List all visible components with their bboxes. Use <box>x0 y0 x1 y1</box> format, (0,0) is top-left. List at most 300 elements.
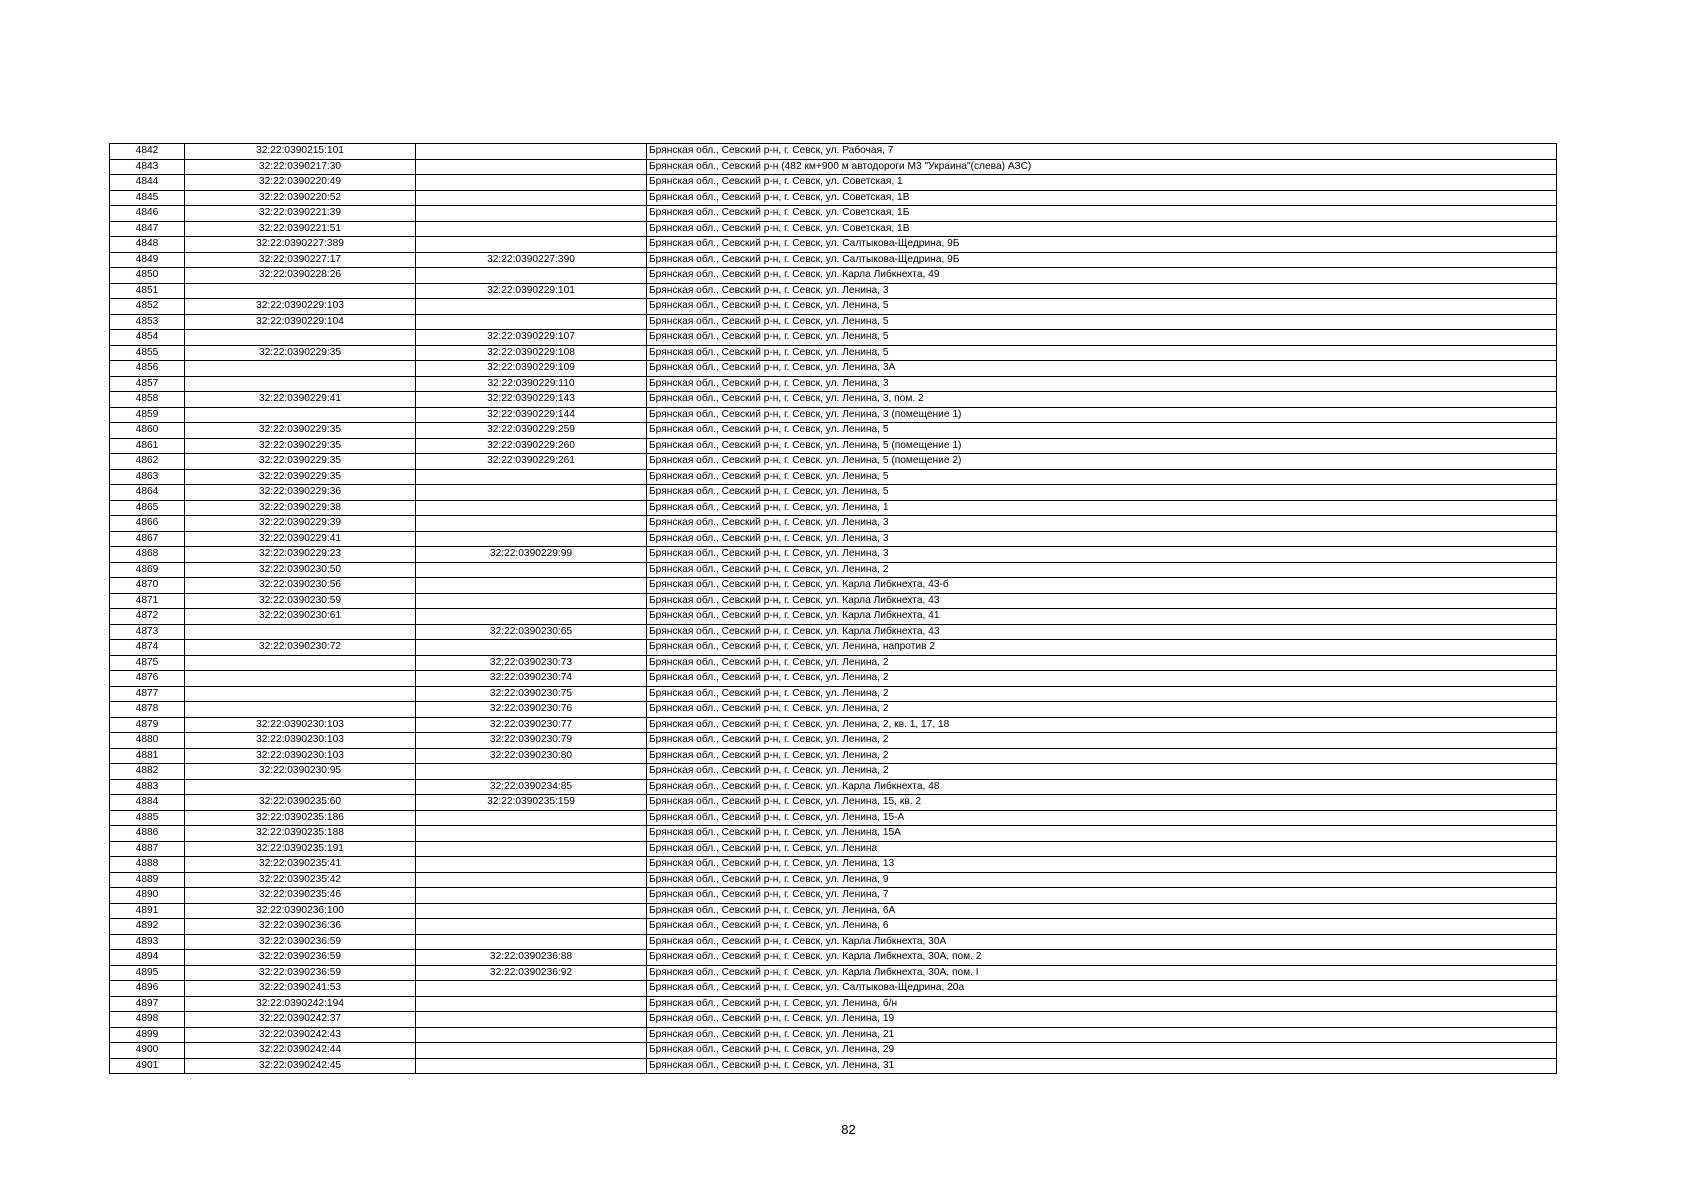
related-cadastral-number-cell: 32:22:0390229:108 <box>416 345 647 361</box>
related-cadastral-number-cell <box>416 593 647 609</box>
related-cadastral-number-cell <box>416 996 647 1012</box>
related-cadastral-number-cell <box>416 810 647 826</box>
cadastral-number-cell: 32:22:0390235:42 <box>185 872 416 888</box>
address-cell: Брянская обл., Севский р-н, г. Севск, ул. Ленина, 5 <box>647 423 1557 439</box>
cadastral-number-cell: 32:22:0390230:59 <box>185 593 416 609</box>
cadastral-number-cell: 32:22:0390235:186 <box>185 810 416 826</box>
cadastral-number-cell: 32:22:0390229:103 <box>185 299 416 315</box>
address-cell: Брянская обл., Севский р-н, г. Севск, ул. Ленина <box>647 841 1557 857</box>
row-number-cell: 4878 <box>110 702 185 718</box>
related-cadastral-number-cell: 32:22:0390229:110 <box>416 376 647 392</box>
table-body <box>110 144 1557 1074</box>
address-cell: Брянская обл., Севский р-н, г. Севск, ул. Советская, 1 <box>647 175 1557 191</box>
row-number-cell: 4889 <box>110 872 185 888</box>
row-number-cell: 4877 <box>110 686 185 702</box>
table-row <box>110 299 1557 315</box>
address-cell: Брянская обл., Севский р-н, г. Севск, ул. Карла Либкнехта, 30А, пом. I <box>647 965 1557 981</box>
related-cadastral-number-cell: 32:22:0390230:65 <box>416 624 647 640</box>
table-row <box>110 764 1557 780</box>
table-row <box>110 175 1557 191</box>
address-cell: Брянская обл., Севский р-н, г. Севск, ул. Ленина, 2 <box>647 671 1557 687</box>
cadastral-number-cell: 32:22:0390230:95 <box>185 764 416 780</box>
table-row <box>110 500 1557 516</box>
cadastral-number-cell: 32:22:0390229:41 <box>185 392 416 408</box>
related-cadastral-number-cell <box>416 981 647 997</box>
table-row <box>110 221 1557 237</box>
row-number-cell: 4886 <box>110 826 185 842</box>
row-number-cell: 4872 <box>110 609 185 625</box>
table-row <box>110 810 1557 826</box>
table-row <box>110 1058 1557 1074</box>
address-cell: Брянская обл., Севский р-н, г. Севск, ул. Советская, 1В <box>647 221 1557 237</box>
related-cadastral-number-cell <box>416 857 647 873</box>
table-row <box>110 934 1557 950</box>
row-number-cell: 4852 <box>110 299 185 315</box>
related-cadastral-number-cell: 32:22:0390227:390 <box>416 252 647 268</box>
related-cadastral-number-cell: 32:22:0390229:261 <box>416 454 647 470</box>
related-cadastral-number-cell <box>416 190 647 206</box>
related-cadastral-number-cell: 32:22:0390229:109 <box>416 361 647 377</box>
table-row <box>110 454 1557 470</box>
row-number-cell: 4871 <box>110 593 185 609</box>
table-row <box>110 717 1557 733</box>
related-cadastral-number-cell <box>416 469 647 485</box>
table-row <box>110 314 1557 330</box>
related-cadastral-number-cell <box>416 609 647 625</box>
related-cadastral-number-cell <box>416 1012 647 1028</box>
row-number-cell: 4855 <box>110 345 185 361</box>
cadastral-number-cell: 32:22:0390229:35 <box>185 469 416 485</box>
address-cell: Брянская обл., Севский р-н, г. Севск, ул. Ленина, 31 <box>647 1058 1557 1074</box>
row-number-cell: 4895 <box>110 965 185 981</box>
address-cell: Брянская обл., Севский р-н, г. Севск, ул. Ленина, 3 (помещение 1) <box>647 407 1557 423</box>
related-cadastral-number-cell: 32:22:0390230:74 <box>416 671 647 687</box>
table-row <box>110 206 1557 222</box>
address-cell: Брянская обл., Севский р-н, г. Севск, ул. Ленина, 15-А <box>647 810 1557 826</box>
table-row <box>110 376 1557 392</box>
table-row <box>110 950 1557 966</box>
row-number-cell: 4898 <box>110 1012 185 1028</box>
address-cell: Брянская обл., Севский р-н, г. Севск, ул. Карла Либкнехта, 30А <box>647 934 1557 950</box>
related-cadastral-number-cell <box>416 919 647 935</box>
table-row <box>110 283 1557 299</box>
related-cadastral-number-cell <box>416 206 647 222</box>
address-cell: Брянская обл., Севский р-н, г. Севск, ул. Ленина, 5 <box>647 314 1557 330</box>
table-row <box>110 252 1557 268</box>
address-cell: Брянская обл., Севский р-н, г. Севск, ул. Ленина, 2, кв. 1, 17, 18 <box>647 717 1557 733</box>
cadastral-number-cell: 32:22:0390230:72 <box>185 640 416 656</box>
related-cadastral-number-cell <box>416 888 647 904</box>
row-number-cell: 4846 <box>110 206 185 222</box>
row-number-cell: 4842 <box>110 144 185 160</box>
row-number-cell: 4896 <box>110 981 185 997</box>
cadastral-table <box>109 143 1557 1074</box>
related-cadastral-number-cell <box>416 237 647 253</box>
cadastral-number-cell: 32:22:0390235:60 <box>185 795 416 811</box>
address-cell: Брянская обл., Севский р-н, г. Севск, ул. Ленина, 5 <box>647 330 1557 346</box>
related-cadastral-number-cell <box>416 1043 647 1059</box>
address-cell: Брянская обл., Севский р-н, г. Севск, ул. Ленина, 29 <box>647 1043 1557 1059</box>
cadastral-number-cell: 32:22:0390242:194 <box>185 996 416 1012</box>
table-row <box>110 361 1557 377</box>
row-number-cell: 4865 <box>110 500 185 516</box>
cadastral-number-cell <box>185 702 416 718</box>
table-row <box>110 547 1557 563</box>
row-number-cell: 4844 <box>110 175 185 191</box>
cadastral-number-cell: 32:22:0390230:50 <box>185 562 416 578</box>
row-number-cell: 4861 <box>110 438 185 454</box>
cadastral-number-cell: 32:22:0390229:35 <box>185 423 416 439</box>
related-cadastral-number-cell <box>416 221 647 237</box>
address-cell: Брянская обл., Севский р-н, г. Севск, ул. Советская, 1Б <box>647 206 1557 222</box>
address-cell: Брянская обл., Севский р-н, г. Севск, ул. Ленина, 15, кв. 2 <box>647 795 1557 811</box>
row-number-cell: 4893 <box>110 934 185 950</box>
related-cadastral-number-cell: 32:22:0390230:76 <box>416 702 647 718</box>
row-number-cell: 4881 <box>110 748 185 764</box>
cadastral-number-cell: 32:22:0390242:45 <box>185 1058 416 1074</box>
row-number-cell: 4848 <box>110 237 185 253</box>
cadastral-number-cell <box>185 671 416 687</box>
address-cell: Брянская обл., Севский р-н, г. Севск, ул. Советская, 1В <box>647 190 1557 206</box>
cadastral-number-cell: 32:22:0390228:26 <box>185 268 416 284</box>
row-number-cell: 4867 <box>110 531 185 547</box>
table-row <box>110 965 1557 981</box>
cadastral-number-cell <box>185 407 416 423</box>
row-number-cell: 4873 <box>110 624 185 640</box>
table-row <box>110 609 1557 625</box>
row-number-cell: 4888 <box>110 857 185 873</box>
table-row <box>110 857 1557 873</box>
cadastral-number-cell: 32:22:0390229:23 <box>185 547 416 563</box>
related-cadastral-number-cell: 32:22:0390235:159 <box>416 795 647 811</box>
address-cell: Брянская обл., Севский р-н, г. Севск, ул. Ленина, 3, пом. 2 <box>647 392 1557 408</box>
table-row <box>110 779 1557 795</box>
row-number-cell: 4894 <box>110 950 185 966</box>
address-cell: Брянская обл., Севский р-н, г. Севск, ул. Карла Либкнехта, 43 <box>647 593 1557 609</box>
table-row <box>110 640 1557 656</box>
address-cell: Брянская обл., Севский р-н, г. Севск, ул. Ленина, 5 <box>647 345 1557 361</box>
cadastral-number-cell: 32:22:0390227:17 <box>185 252 416 268</box>
cadastral-number-cell <box>185 686 416 702</box>
address-cell: Брянская обл., Севский р-н, г. Севск, ул. Ленина, 2 <box>647 702 1557 718</box>
related-cadastral-number-cell: 32:22:0390229:260 <box>416 438 647 454</box>
address-cell: Брянская обл., Севский р-н, г. Севск, ул. Ленина, 3 <box>647 547 1557 563</box>
related-cadastral-number-cell: 32:22:0390229:107 <box>416 330 647 346</box>
table-row <box>110 733 1557 749</box>
address-cell: Брянская обл., Севский р-н, г. Севск, ул. Ленина, 6А <box>647 903 1557 919</box>
cadastral-number-cell: 32:22:0390242:44 <box>185 1043 416 1059</box>
address-cell: Брянская обл., Севский р-н, г. Севск, ул. Ленина, 5 <box>647 469 1557 485</box>
cadastral-number-cell <box>185 283 416 299</box>
address-cell: Брянская обл., Севский р-н, г. Севск, ул. Рабочая, 7 <box>647 144 1557 160</box>
row-number-cell: 4849 <box>110 252 185 268</box>
related-cadastral-number-cell <box>416 485 647 501</box>
table-row <box>110 1027 1557 1043</box>
cadastral-number-cell: 32:22:0390220:52 <box>185 190 416 206</box>
cadastral-number-cell: 32:22:0390229:104 <box>185 314 416 330</box>
row-number-cell: 4901 <box>110 1058 185 1074</box>
address-cell: Брянская обл., Севский р-н, г. Севск, ул. Карла Либкнехта, 43-б <box>647 578 1557 594</box>
table-row <box>110 485 1557 501</box>
row-number-cell: 4875 <box>110 655 185 671</box>
table-row <box>110 748 1557 764</box>
table-row <box>110 268 1557 284</box>
cadastral-number-cell: 32:22:0390229:35 <box>185 454 416 470</box>
related-cadastral-number-cell: 32:22:0390230:75 <box>416 686 647 702</box>
address-cell: Брянская обл., Севский р-н, г. Севск, ул. Салтыкова-Щедрина, 9Б <box>647 252 1557 268</box>
related-cadastral-number-cell <box>416 159 647 175</box>
row-number-cell: 4900 <box>110 1043 185 1059</box>
cadastral-number-cell <box>185 376 416 392</box>
table-row <box>110 919 1557 935</box>
related-cadastral-number-cell <box>416 314 647 330</box>
related-cadastral-number-cell: 32:22:0390229:99 <box>416 547 647 563</box>
cadastral-number-cell: 32:22:0390242:43 <box>185 1027 416 1043</box>
table-row <box>110 593 1557 609</box>
cadastral-number-cell <box>185 361 416 377</box>
address-cell: Брянская обл., Севский р-н, г. Севск, ул. Ленина, 21 <box>647 1027 1557 1043</box>
cadastral-number-cell: 32:22:0390229:35 <box>185 438 416 454</box>
address-cell: Брянская обл., Севский р-н, г. Севск, ул. Ленина, 2 <box>647 562 1557 578</box>
cadastral-number-cell: 32:22:0390229:41 <box>185 531 416 547</box>
cadastral-number-cell <box>185 655 416 671</box>
related-cadastral-number-cell <box>416 578 647 594</box>
table-row <box>110 624 1557 640</box>
table-row <box>110 237 1557 253</box>
row-number-cell: 4850 <box>110 268 185 284</box>
table-row <box>110 996 1557 1012</box>
row-number-cell: 4879 <box>110 717 185 733</box>
address-cell: Брянская обл., Севский р-н, г. Севск, ул. Ленина, напротив 2 <box>647 640 1557 656</box>
cadastral-number-cell: 32:22:0390230:61 <box>185 609 416 625</box>
row-number-cell: 4860 <box>110 423 185 439</box>
cadastral-number-cell: 32:22:0390220:49 <box>185 175 416 191</box>
address-cell: Брянская обл., Севский р-н, г. Севск, ул. Ленина, 19 <box>647 1012 1557 1028</box>
table-row <box>110 981 1557 997</box>
row-number-cell: 4863 <box>110 469 185 485</box>
cadastral-number-cell: 32:22:0390217:30 <box>185 159 416 175</box>
cadastral-number-cell: 32:22:0390235:46 <box>185 888 416 904</box>
related-cadastral-number-cell: 32:22:0390229:259 <box>416 423 647 439</box>
table-row <box>110 469 1557 485</box>
address-cell: Брянская обл., Севский р-н, г. Севск, ул. Ленина, 2 <box>647 748 1557 764</box>
table-row <box>110 826 1557 842</box>
related-cadastral-number-cell: 32:22:0390230:73 <box>416 655 647 671</box>
cadastral-number-cell: 32:22:0390235:188 <box>185 826 416 842</box>
table-row <box>110 1012 1557 1028</box>
related-cadastral-number-cell <box>416 1027 647 1043</box>
row-number-cell: 4890 <box>110 888 185 904</box>
row-number-cell: 4882 <box>110 764 185 780</box>
row-number-cell: 4866 <box>110 516 185 532</box>
address-cell: Брянская обл., Севский р-н, г. Севск, ул. Карла Либкнехта, 49 <box>647 268 1557 284</box>
table-row <box>110 1043 1557 1059</box>
address-cell: Брянская обл., Севский р-н, г. Севск, ул. Ленина, 9 <box>647 872 1557 888</box>
table-row <box>110 423 1557 439</box>
table-row <box>110 795 1557 811</box>
table-row <box>110 531 1557 547</box>
related-cadastral-number-cell <box>416 934 647 950</box>
table-row <box>110 159 1557 175</box>
row-number-cell: 4868 <box>110 547 185 563</box>
cadastral-number-cell: 32:22:0390230:56 <box>185 578 416 594</box>
address-cell: Брянская обл., Севский р-н, г. Севск, ул. Карла Либкнехта, 48 <box>647 779 1557 795</box>
page-number: 82 <box>841 1122 856 1137</box>
cadastral-number-cell: 32:22:0390236:59 <box>185 950 416 966</box>
related-cadastral-number-cell <box>416 500 647 516</box>
cadastral-number-cell: 32:22:0390236:36 <box>185 919 416 935</box>
cadastral-number-cell: 32:22:0390229:36 <box>185 485 416 501</box>
cadastral-number-cell: 32:22:0390235:41 <box>185 857 416 873</box>
cadastral-number-cell <box>185 624 416 640</box>
row-number-cell: 4892 <box>110 919 185 935</box>
address-cell: Брянская обл., Севский р-н, г. Севск, ул. Ленина, 15А <box>647 826 1557 842</box>
table-row <box>110 392 1557 408</box>
cadastral-number-cell: 32:22:0390221:51 <box>185 221 416 237</box>
address-cell: Брянская обл., Севский р-н, г. Севск, ул. Ленина, 2 <box>647 686 1557 702</box>
row-number-cell: 4887 <box>110 841 185 857</box>
table-row <box>110 903 1557 919</box>
row-number-cell: 4847 <box>110 221 185 237</box>
row-number-cell: 4862 <box>110 454 185 470</box>
related-cadastral-number-cell <box>416 562 647 578</box>
address-cell: Брянская обл., Севский р-н, г. Севск, ул. Салтыкова-Щедрина, 9Б <box>647 237 1557 253</box>
row-number-cell: 4854 <box>110 330 185 346</box>
address-cell: Брянская обл., Севский р-н, г. Севск, ул. Ленина, 1 <box>647 500 1557 516</box>
cadastral-number-cell: 32:22:0390235:191 <box>185 841 416 857</box>
related-cadastral-number-cell: 32:22:0390229:143 <box>416 392 647 408</box>
cadastral-number-cell: 32:22:0390242:37 <box>185 1012 416 1028</box>
row-number-cell: 4876 <box>110 671 185 687</box>
related-cadastral-number-cell: 32:22:0390230:79 <box>416 733 647 749</box>
row-number-cell: 4885 <box>110 810 185 826</box>
address-cell: Брянская обл., Севский р-н, г. Севск, ул. Ленина, 3А <box>647 361 1557 377</box>
address-cell: Брянская обл., Севский р-н, г. Севск, ул. Ленина, 6 <box>647 919 1557 935</box>
related-cadastral-number-cell <box>416 144 647 160</box>
address-cell: Брянская обл., Севский р-н, г. Севск, ул. Ленина, 3 <box>647 283 1557 299</box>
row-number-cell: 4851 <box>110 283 185 299</box>
address-cell: Брянская обл., Севский р-н (482 км+900 м автодороги М3 "Украина"(слева) АЗС) <box>647 159 1557 175</box>
related-cadastral-number-cell: 32:22:0390230:77 <box>416 717 647 733</box>
row-number-cell: 4891 <box>110 903 185 919</box>
address-cell: Брянская обл., Севский р-н, г. Севск, ул. Ленина, 2 <box>647 655 1557 671</box>
address-cell: Брянская обл., Севский р-н, г. Севск, ул. Ленина, 3 <box>647 531 1557 547</box>
related-cadastral-number-cell <box>416 764 647 780</box>
related-cadastral-number-cell: 32:22:0390236:88 <box>416 950 647 966</box>
row-number-cell: 4858 <box>110 392 185 408</box>
table-row <box>110 562 1557 578</box>
table-row <box>110 190 1557 206</box>
row-number-cell: 4883 <box>110 779 185 795</box>
address-cell: Брянская обл., Севский р-н, г. Севск, ул. Ленина, 2 <box>647 733 1557 749</box>
row-number-cell: 4843 <box>110 159 185 175</box>
table-row <box>110 671 1557 687</box>
cadastral-number-cell: 32:22:0390241:53 <box>185 981 416 997</box>
row-number-cell: 4856 <box>110 361 185 377</box>
related-cadastral-number-cell <box>416 1058 647 1074</box>
table-row <box>110 686 1557 702</box>
row-number-cell: 4845 <box>110 190 185 206</box>
row-number-cell: 4884 <box>110 795 185 811</box>
address-cell: Брянская обл., Севский р-н, г. Севск, ул. Ленина, 13 <box>647 857 1557 873</box>
cadastral-number-cell: 32:22:0390221:39 <box>185 206 416 222</box>
table-row <box>110 841 1557 857</box>
row-number-cell: 4864 <box>110 485 185 501</box>
address-cell: Брянская обл., Севский р-н, г. Севск, ул. Карла Либкнехта, 43 <box>647 624 1557 640</box>
address-cell: Брянская обл., Севский р-н, г. Севск, ул. Ленина, 5 (помещение 2) <box>647 454 1557 470</box>
row-number-cell: 4880 <box>110 733 185 749</box>
address-cell: Брянская обл., Севский р-н, г. Севск, ул. Ленина, 2 <box>647 764 1557 780</box>
cadastral-number-cell: 32:22:0390230:103 <box>185 733 416 749</box>
cadastral-number-cell: 32:22:0390229:35 <box>185 345 416 361</box>
cadastral-number-cell: 32:22:0390230:103 <box>185 717 416 733</box>
cadastral-number-cell <box>185 779 416 795</box>
cadastral-number-cell: 32:22:0390229:39 <box>185 516 416 532</box>
cadastral-number-cell <box>185 330 416 346</box>
row-number-cell: 4870 <box>110 578 185 594</box>
cadastral-number-cell: 32:22:0390215:101 <box>185 144 416 160</box>
related-cadastral-number-cell: 32:22:0390229:101 <box>416 283 647 299</box>
table-row <box>110 516 1557 532</box>
related-cadastral-number-cell <box>416 826 647 842</box>
related-cadastral-number-cell <box>416 640 647 656</box>
related-cadastral-number-cell: 32:22:0390236:92 <box>416 965 647 981</box>
row-number-cell: 4899 <box>110 1027 185 1043</box>
related-cadastral-number-cell <box>416 299 647 315</box>
address-cell: Брянская обл., Севский р-н, г. Севск, ул. Ленина, 3 <box>647 376 1557 392</box>
address-cell: Брянская обл., Севский р-н, г. Севск, ул. Ленина, 7 <box>647 888 1557 904</box>
cadastral-number-cell: 32:22:0390236:59 <box>185 934 416 950</box>
table-row <box>110 407 1557 423</box>
table-row <box>110 655 1557 671</box>
row-number-cell: 4869 <box>110 562 185 578</box>
row-number-cell: 4897 <box>110 996 185 1012</box>
table-row <box>110 872 1557 888</box>
table-row <box>110 888 1557 904</box>
table-row <box>110 345 1557 361</box>
address-cell: Брянская обл., Севский р-н, г. Севск, ул. Ленина, 5 <box>647 299 1557 315</box>
related-cadastral-number-cell: 32:22:0390229:144 <box>416 407 647 423</box>
related-cadastral-number-cell <box>416 531 647 547</box>
related-cadastral-number-cell <box>416 175 647 191</box>
related-cadastral-number-cell <box>416 841 647 857</box>
related-cadastral-number-cell <box>416 268 647 284</box>
row-number-cell: 4857 <box>110 376 185 392</box>
table-row <box>110 330 1557 346</box>
address-cell: Брянская обл., Севский р-н, г. Севск, ул. Ленина, б/н <box>647 996 1557 1012</box>
table-row <box>110 702 1557 718</box>
related-cadastral-number-cell: 32:22:0390230:80 <box>416 748 647 764</box>
cadastral-number-cell: 32:22:0390229:38 <box>185 500 416 516</box>
table-row <box>110 438 1557 454</box>
address-cell: Брянская обл., Севский р-н, г. Севск, ул. Ленина, 5 <box>647 485 1557 501</box>
cadastral-number-cell: 32:22:0390230:103 <box>185 748 416 764</box>
row-number-cell: 4859 <box>110 407 185 423</box>
address-cell: Брянская обл., Севский р-н, г. Севск, ул. Ленина, 3 <box>647 516 1557 532</box>
address-cell: Брянская обл., Севский р-н, г. Севск, ул. Ленина, 5 (помещение 1) <box>647 438 1557 454</box>
related-cadastral-number-cell <box>416 516 647 532</box>
row-number-cell: 4874 <box>110 640 185 656</box>
address-cell: Брянская обл., Севский р-н, г. Севск, ул. Салтыкова-Щедрина, 20а <box>647 981 1557 997</box>
related-cadastral-number-cell: 32:22:0390234:85 <box>416 779 647 795</box>
related-cadastral-number-cell <box>416 903 647 919</box>
address-cell: Брянская обл., Севский р-н, г. Севск, ул. Карла Либкнехта, 30А, пом. 2 <box>647 950 1557 966</box>
table-row <box>110 578 1557 594</box>
related-cadastral-number-cell <box>416 872 647 888</box>
cadastral-number-cell: 32:22:0390236:59 <box>185 965 416 981</box>
cadastral-number-cell: 32:22:0390227:389 <box>185 237 416 253</box>
address-cell: Брянская обл., Севский р-н, г. Севск, ул. Карла Либкнехта, 41 <box>647 609 1557 625</box>
